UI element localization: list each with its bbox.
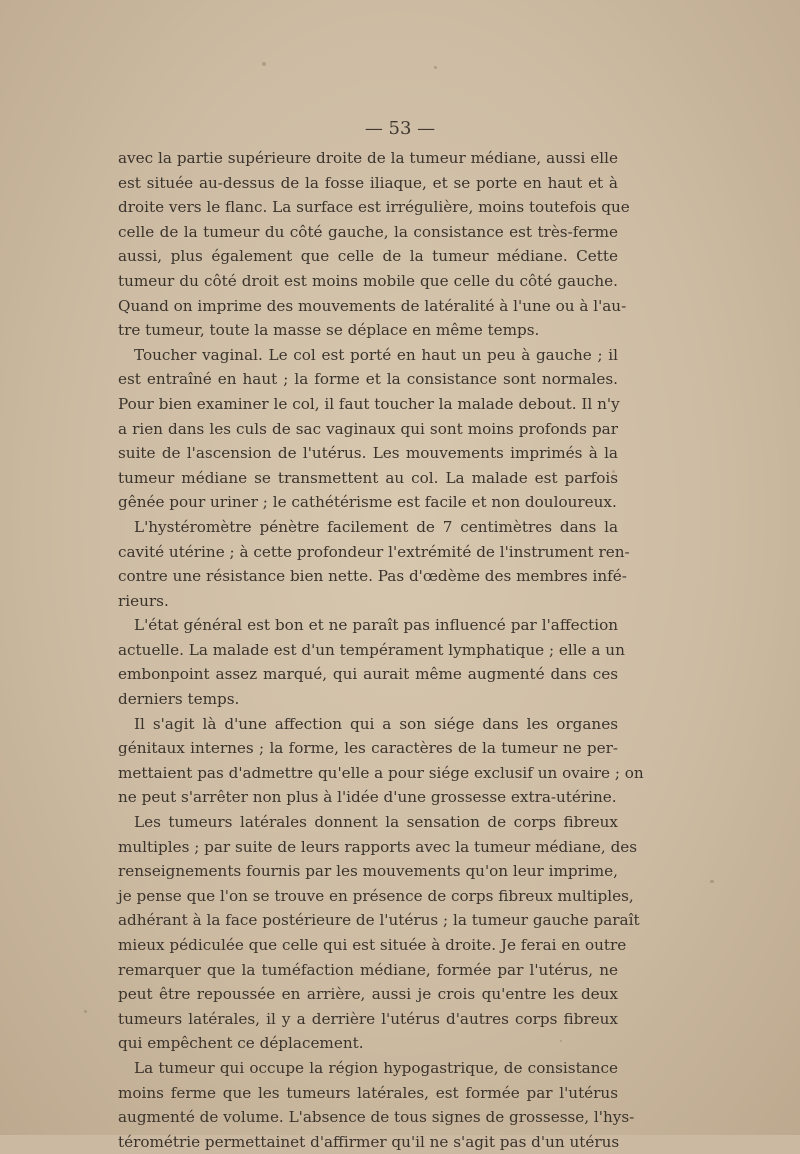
text-line: moins ferme que les tumeurs latérales, est formée par l'utérus bbox=[118, 1083, 618, 1102]
text-line: augmenté de volume. L'absence de tous signes de grossesse, l'hys- bbox=[118, 1108, 635, 1127]
text-line: ne peut s'arrêter non plus à l'idée d'une grossesse extra-utérine. bbox=[118, 788, 617, 807]
text-line: tumeurs latérales, il y a derrière l'utérus d'autres corps fibreux bbox=[118, 1009, 618, 1028]
text-line: Toucher vaginal. Le col est porté en haut un peu à gauche ; il bbox=[134, 345, 618, 364]
text-line: Il s'agit là d'une affection qui a son siége dans les organes bbox=[134, 714, 618, 733]
text-line: derniers temps. bbox=[118, 690, 240, 709]
text-line: multiples ; par suite de leurs rapports avec la tumeur médiane, des bbox=[118, 837, 638, 856]
paper-speck bbox=[710, 880, 714, 883]
text-line: mieux pédiculée que celle qui est située à droite. Je ferai en outre bbox=[118, 936, 627, 954]
text-line: mettaient pas d'admettre qu'elle a pour siége exclusif un ovaire ; on bbox=[118, 763, 644, 782]
text-line: Quand on imprime des mouvements de latéralité à l'une ou à l'au- bbox=[118, 296, 627, 315]
text-line: cavité utérine ; à cette profondeur l'extrémité de l'instrument ren- bbox=[118, 542, 630, 561]
text-line: a rien dans les culs de sac vaginaux qui sont moins profonds par bbox=[118, 419, 618, 438]
text-line: avec la partie supérieure droite de la tumeur médiane, aussi elle bbox=[118, 149, 618, 167]
text-line: Pour bien examiner le col, il faut toucher la malade debout. Il n'y bbox=[118, 394, 620, 413]
text-line: L'hystéromètre pénètre facilement de 7 centimètres dans la bbox=[134, 517, 618, 536]
text-line: celle de la tumeur du côté gauche, la consistance est très-ferme bbox=[118, 222, 618, 241]
text-line: tumeur du côté droit est moins mobile que celle du côté gauche. bbox=[118, 271, 618, 290]
text-line: tumeur médiane se transmettent au col. La malade est parfois bbox=[118, 468, 618, 487]
text-line: qui empêchent ce déplacement. bbox=[118, 1034, 364, 1053]
paper-speck bbox=[262, 62, 266, 66]
text-line: peut être repoussée en arrière, aussi je crois qu'entre les deux bbox=[118, 985, 618, 1004]
text-line: adhérant à la face postérieure de l'utérus ; la tumeur gauche paraît bbox=[118, 911, 640, 930]
text-line: Les tumeurs latérales donnent la sensation de corps fibreux bbox=[134, 813, 618, 832]
text-line: contre une résistance bien nette. Pas d'œdème des membres infé- bbox=[118, 567, 627, 586]
page-number: — 53 — bbox=[364, 118, 436, 139]
paper-speck bbox=[84, 1010, 87, 1013]
paper-speck bbox=[434, 66, 437, 69]
text-line: embonpoint assez marqué, qui aurait même augmenté dans ces bbox=[118, 665, 618, 684]
text-line: L'état général est bon et ne paraît pas influencé par l'affection bbox=[134, 616, 618, 635]
text-line: renseignements fournis par les mouvements qu'on leur imprime, bbox=[118, 862, 618, 881]
text-line: aussi, plus également que celle de la tumeur médiane. Cette bbox=[118, 247, 618, 266]
text-line: génitaux internes ; la forme, les caractères de la tumeur ne per- bbox=[118, 739, 618, 758]
text-line: La tumeur qui occupe la région hypogastrique, de consistance bbox=[134, 1058, 618, 1077]
text-line: rieurs. bbox=[118, 591, 169, 610]
text-line: gênée pour uriner ; le cathétérisme est facile et non douloureux. bbox=[118, 493, 617, 512]
text-line: actuelle. La malade est d'un tempérament lymphatique ; elle a un bbox=[118, 640, 625, 659]
text-line: est entraîné en haut ; la forme et la consistance sont normales. bbox=[118, 370, 618, 389]
text-line: suite de l'ascension de l'utérus. Les mouvements imprimés à la bbox=[118, 444, 618, 463]
text-line: tre tumeur, toute la masse se déplace en même temps. bbox=[118, 321, 540, 340]
text-line: est située au-dessus de la fosse iliaque, et se porte en haut et à bbox=[118, 173, 618, 192]
text-line: droite vers le flanc. La surface est irrégulière, moins toutefois que bbox=[118, 198, 630, 217]
body-text bbox=[118, 146, 644, 1154]
text-line: térométrie permettainet d'affirmer qu'il ne s'agit pas d'un utérus bbox=[118, 1132, 620, 1151]
text-line: je pense que l'on se trouve en présence de corps fibreux multiples, bbox=[118, 886, 634, 905]
text-line: remarquer que la tuméfaction médiane, formée par l'utérus, ne bbox=[118, 960, 618, 979]
